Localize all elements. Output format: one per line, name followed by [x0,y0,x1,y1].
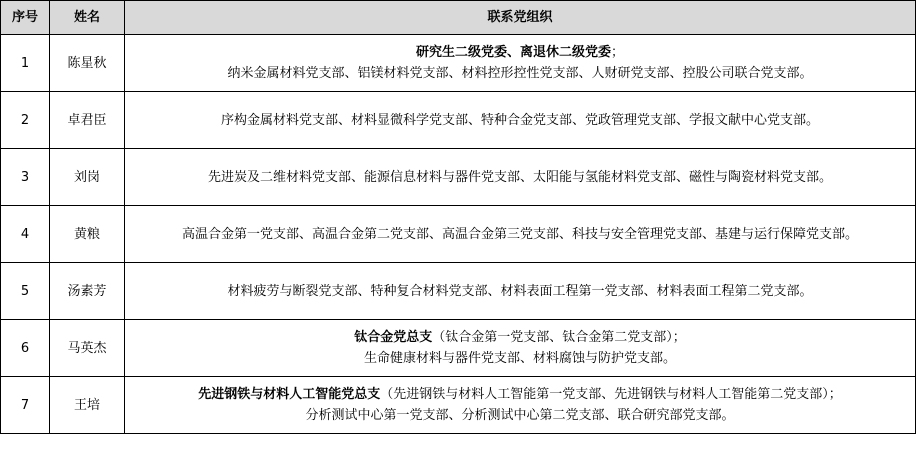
org-line-1-rest: （先进钢铁与材料人工智能第一党支部、先进钢铁与材料人工智能第二党支部）； [380,387,842,402]
table-row [1,263,916,320]
row-name: 王培 [50,377,125,434]
org-line-1 [127,42,913,63]
row-no: 1 [1,35,50,92]
row-no: 5 [1,263,50,320]
org-line-1 [127,327,913,348]
table-row [1,320,916,377]
org-line-2: 分析测试中心第一党支部、分析测试中心第二党支部、联合研究部党支部。 [305,408,735,423]
table-row [1,149,916,206]
org-line-2: 纳米金属材料党支部、铝镁材料党支部、材料控形控性党支部、人财研党支部、控股公司联合党支部。 [227,66,813,81]
org-line-2: 生命健康材料与器件党支部、材料腐蚀与防护党支部。 [363,351,676,366]
table-row [1,377,916,434]
row-no: 3 [1,149,50,206]
row-org [125,35,916,92]
table-row [1,206,916,263]
row-org: 材料疲劳与断裂党支部、特种复合材料党支部、材料表面工程第一党支部、材料表面工程第二党支部。 [125,263,916,320]
org-committee: 先进钢铁与材料人工智能党总支 [198,387,381,402]
row-name: 马英杰 [50,320,125,377]
org-line-1-rest: ； [611,45,625,60]
header-name: 姓名 [50,1,125,35]
org-line-1 [127,384,913,405]
row-name: 黄粮 [50,206,125,263]
row-no: 4 [1,206,50,263]
row-org [125,377,916,434]
header-no: 序号 [1,1,50,35]
org-committee: 研究生二级党委、离退休二级党委 [415,45,611,60]
row-no: 7 [1,377,50,434]
row-org: 高温合金第一党支部、高温合金第二党支部、高温合金第三党支部、科技与安全管理党支部、基建与运行保障党支部。 [125,206,916,263]
row-org [125,320,916,377]
row-name: 刘岗 [50,149,125,206]
table-row [1,92,916,149]
row-org: 序构金属材料党支部、材料显微科学党支部、特种合金党支部、党政管理党支部、学报文献中心党支部。 [125,92,916,149]
table-row [1,35,916,92]
row-name: 陈星秋 [50,35,125,92]
row-no: 6 [1,320,50,377]
table-header-row [1,1,916,35]
org-committee: 钛合金党总支 [354,330,433,345]
row-name: 汤素芳 [50,263,125,320]
org-line-1-rest: （钛合金第一党支部、钛合金第二党支部）； [432,330,686,345]
row-org: 先进炭及二维材料党支部、能源信息材料与器件党支部、太阳能与氢能材料党支部、磁性与陶瓷材料党支部。 [125,149,916,206]
row-no: 2 [1,92,50,149]
header-org: 联系党组织 [125,1,916,35]
row-name: 卓君臣 [50,92,125,149]
